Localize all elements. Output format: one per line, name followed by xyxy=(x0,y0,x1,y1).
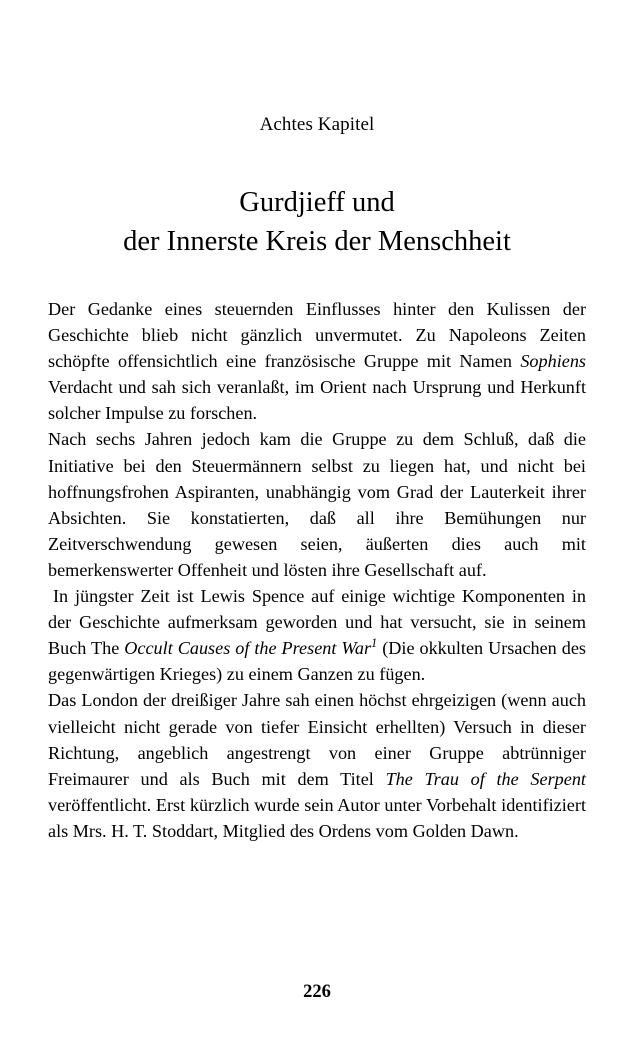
paragraph-1-italic-term: Sophiens xyxy=(520,351,586,372)
paragraph-2-text: Nach sechs Jahren jedoch kam die Gruppe zu dem Schluß, daß die Initiative bei den Steuermännern selbst zu liegen hat, und nicht bei hoffnungsfrohen Aspiranten, unabhängig vom Grad der Lauterkeit ihrer Absichten. Sie konstatierten, daß all ihre Bemühungen nur Zeitverschwendung gewesen seien, äußerten dies auch mit bemerkenswerter Offenheit und lösten ihre Gesellschaft auf. xyxy=(48,429,586,580)
footnote-marker: 1 xyxy=(371,636,378,651)
paragraph-4-book-title: The Trau of the Serpent xyxy=(385,768,586,789)
paragraph-1-text-a: Der Gedanke eines steuernden Einflusses hinter den Kulissen der Geschichte blieb nicht gänzlich unvermutet. Zu Napoleons Zeiten schöpfte offensichtlich eine französische Gruppe mit Namen xyxy=(48,299,586,372)
paragraph-2 xyxy=(48,426,586,583)
paragraph-3-text-a: In jüngster Zeit ist Lewis Spence auf einige wichtige Komponenten in der Geschichte aufmerksam geworden und hat versucht, sie in seinem Buch The xyxy=(48,586,586,659)
paragraph-4-text-a: Das London der dreißiger Jahre sah einen höchst ehrgeizigen (wenn auch vielleicht nicht gerade von tiefer Einsicht erhellten) Versuch in dieser Richtung, angeblich angestrengt von einer Gruppe abtrünniger Freimaurer und als Buch mit dem Titel xyxy=(48,690,586,789)
paragraph-4 xyxy=(48,687,586,844)
page-title-line-2: der Innerste Kreis der Menschheit xyxy=(123,226,511,257)
paragraph-1-text-b: Verdacht und sah sich veranlaßt, im Orient nach Ursprung und Herkunft solcher Impulse zu forschen. xyxy=(48,377,586,424)
chapter-label: Achtes Kapitel xyxy=(259,114,375,135)
paragraph-3-book-title: Occult Causes of the Present War xyxy=(124,638,372,659)
page-title-line-1: Gurdjieff und xyxy=(239,187,395,218)
page-number: 226 xyxy=(303,982,331,1002)
paragraph-3 xyxy=(48,583,586,687)
page-title xyxy=(0,183,634,261)
paragraph-3-text-b: (Die okkulten Ursachen des gegenwärtigen Krieges) zu einem Ganzen zu fügen. xyxy=(48,638,586,685)
body-text xyxy=(48,296,586,844)
paragraph-4-text-b: veröffentlicht. Erst kürzlich wurde sein Autor unter Vorbehalt identifiziert als Mrs. H. T. Stoddart, Mitglied des Ordens vom Golden Dawn. xyxy=(48,794,586,841)
paragraph-1 xyxy=(48,296,586,426)
